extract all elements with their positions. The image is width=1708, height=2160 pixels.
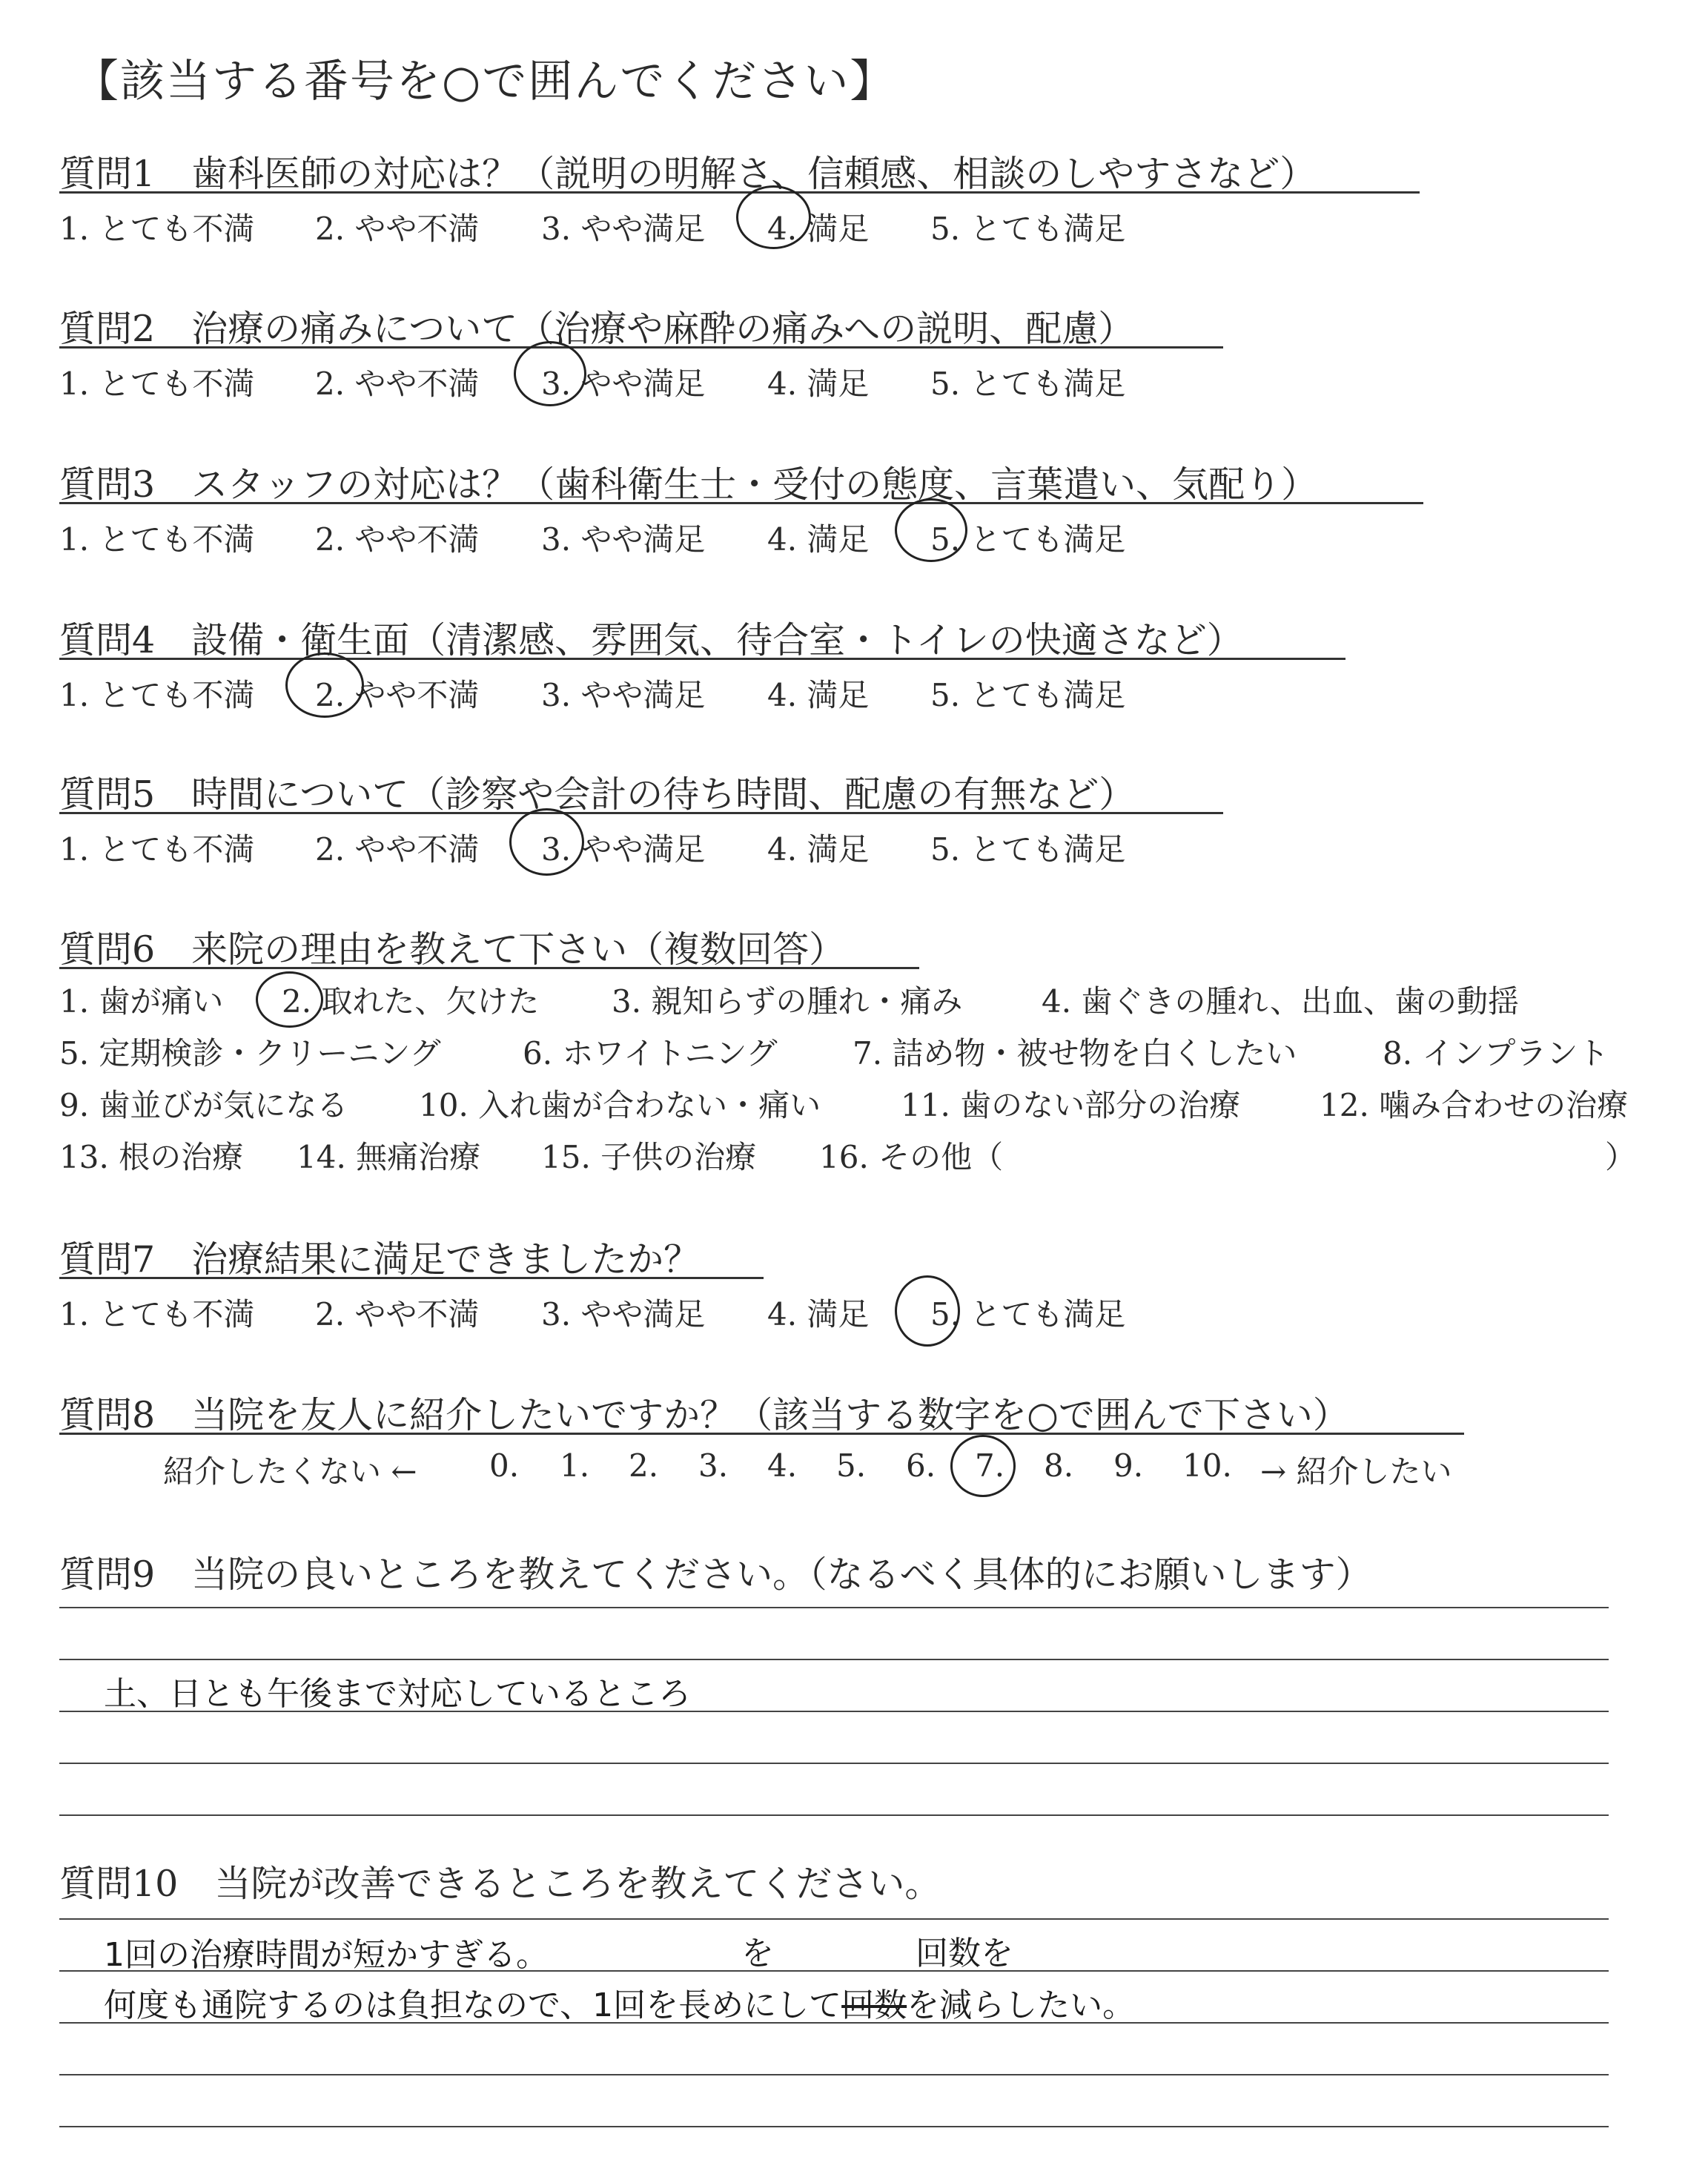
q4-option-1[interactable]: 1. とても不満 bbox=[59, 677, 255, 713]
q6-option-11[interactable]: 11. 歯のない部分の治療 bbox=[901, 1087, 1241, 1123]
q2-selection-circle bbox=[514, 341, 586, 406]
q5-option-2[interactable]: 2. やや不満 bbox=[315, 831, 480, 868]
answer-line bbox=[59, 1763, 1609, 1764]
answer-line bbox=[59, 2126, 1609, 2127]
q8-number-7[interactable]: 7. bbox=[975, 1447, 1005, 1484]
q1-option-3[interactable]: 3. やや満足 bbox=[541, 211, 706, 247]
q3-option-3[interactable]: 3. やや満足 bbox=[541, 521, 706, 558]
question-9-text: 質問9 当院の良いところを教えてください。（なるべく具体的にお願いします） bbox=[59, 1553, 1372, 1596]
q4-option-5[interactable]: 5. とても満足 bbox=[930, 677, 1126, 713]
q10-struck-text: 回数 bbox=[841, 1986, 907, 2024]
q7-option-2[interactable]: 2. やや不満 bbox=[315, 1296, 480, 1332]
q1-option-2[interactable]: 2. やや不満 bbox=[315, 211, 480, 247]
q7-option-5[interactable]: 5. とても満足 bbox=[930, 1296, 1126, 1332]
q6-option-1[interactable]: 1. 歯が痛い bbox=[59, 983, 224, 1020]
q6-option-12[interactable]: 12. 噛み合わせの治療 bbox=[1320, 1087, 1629, 1123]
q2-option-5[interactable]: 5. とても満足 bbox=[930, 366, 1126, 402]
question-8-underline bbox=[59, 1433, 1464, 1435]
page-title: 【該当する番号を○で囲んでください】 bbox=[74, 56, 896, 108]
q3-option-5[interactable]: 5. とても満足 bbox=[930, 521, 1126, 558]
q6-option-7[interactable]: 7. 詰め物・被せ物を白くしたい bbox=[853, 1035, 1297, 1071]
q7-option-4[interactable]: 4. 満足 bbox=[767, 1296, 870, 1332]
q2-option-3[interactable]: 3. やや満足 bbox=[541, 366, 706, 402]
q3-selection-circle bbox=[895, 498, 967, 562]
q6-option-16[interactable]: 16. その他（ bbox=[819, 1139, 1004, 1175]
question-10-text: 質問10 当院が改善できるところを教えてください。 bbox=[59, 1863, 941, 1905]
question-4-text: 質問4 設備・衛生面（清潔感、雰囲気、待合室・トイレの快適さなど） bbox=[59, 619, 1243, 661]
q3-option-1[interactable]: 1. とても不満 bbox=[59, 521, 255, 558]
q8-right-label: → 紹介したい bbox=[1260, 1453, 1452, 1490]
q8-number-2[interactable]: 2. bbox=[629, 1447, 659, 1484]
q1-option-4[interactable]: 4. 満足 bbox=[767, 211, 870, 247]
answer-line bbox=[59, 1918, 1609, 1920]
question-2-underline bbox=[59, 346, 1223, 349]
question-7-text: 質問7 治療結果に満足できましたか？ bbox=[59, 1238, 701, 1281]
q1-option-1[interactable]: 1. とても不満 bbox=[59, 211, 255, 247]
q1-selection-circle bbox=[736, 185, 811, 249]
q8-number-4[interactable]: 4. bbox=[767, 1447, 798, 1484]
q10-line-2-text: 何度も通院するのは負担なので、1回を長めにして bbox=[104, 1986, 842, 2024]
question-4-underline bbox=[59, 658, 1345, 660]
q6-option-5[interactable]: 5. 定期検診・クリーニング bbox=[59, 1035, 441, 1071]
q6-option-14[interactable]: 14. 無痛治療 bbox=[297, 1139, 481, 1175]
q8-number-3[interactable]: 3. bbox=[698, 1447, 729, 1484]
q8-number-0[interactable]: 0. bbox=[489, 1447, 520, 1484]
q3-option-4[interactable]: 4. 満足 bbox=[767, 521, 870, 558]
q6-option-4[interactable]: 4. 歯ぐきの腫れ、出血、歯の動揺 bbox=[1042, 983, 1519, 1020]
q9-handwritten-answer[interactable]: 土、日とも午後まで対応しているところ bbox=[104, 1675, 691, 1713]
question-3-text: 質問3 スタッフの対応は？（歯科衛生士・受付の態度、言葉遣い、気配り） bbox=[59, 463, 1318, 506]
question-3-underline bbox=[59, 502, 1423, 504]
question-1-underline bbox=[59, 191, 1420, 194]
question-8-text: 質問8 当院を友人に紹介したいですか？（該当する数字を○で囲んで下さい） bbox=[59, 1394, 1349, 1436]
answer-line bbox=[59, 1814, 1609, 1816]
q6-option-13[interactable]: 13. 根の治療 bbox=[59, 1139, 244, 1175]
q5-selection-circle bbox=[509, 808, 584, 876]
q10-handwritten-line-1[interactable]: 1回の治療時間が短かすぎる。 bbox=[104, 1936, 549, 1974]
q8-selection-circle bbox=[950, 1435, 1016, 1497]
q7-option-1[interactable]: 1. とても不満 bbox=[59, 1296, 255, 1332]
answer-line bbox=[59, 1607, 1609, 1608]
q5-option-1[interactable]: 1. とても不満 bbox=[59, 831, 255, 868]
q8-number-6[interactable]: 6. bbox=[906, 1447, 936, 1484]
q8-number-10[interactable]: 10. bbox=[1182, 1447, 1232, 1484]
q8-number-1[interactable]: 1. bbox=[560, 1447, 590, 1484]
q6-option-8[interactable]: 8. インプラント bbox=[1383, 1035, 1609, 1071]
q8-number-9[interactable]: 9. bbox=[1113, 1447, 1144, 1484]
q4-option-4[interactable]: 4. 満足 bbox=[767, 677, 870, 713]
q6-option-6[interactable]: 6. ホワイトニング bbox=[523, 1035, 778, 1071]
answer-line bbox=[59, 1659, 1609, 1660]
q4-selection-circle bbox=[285, 653, 364, 718]
answer-line bbox=[59, 2074, 1609, 2075]
q7-selection-circle bbox=[895, 1275, 960, 1347]
q1-option-5[interactable]: 5. とても満足 bbox=[930, 211, 1126, 247]
q5-option-4[interactable]: 4. 満足 bbox=[767, 831, 870, 868]
q5-option-3[interactable]: 3. やや満足 bbox=[541, 831, 706, 868]
q6-option-9[interactable]: 9. 歯並びが気になる bbox=[59, 1087, 348, 1123]
q7-option-3[interactable]: 3. やや満足 bbox=[541, 1296, 706, 1332]
q6-selection-circle bbox=[256, 971, 323, 1028]
q6-option-16-close: ） bbox=[1605, 1139, 1637, 1175]
q4-option-3[interactable]: 3. やや満足 bbox=[541, 677, 706, 713]
question-6-text: 質問6 来院の理由を教えて下さい（複数回答） bbox=[59, 928, 846, 971]
q10-handwritten-line-2[interactable] bbox=[104, 1978, 1135, 2026]
question-1-text: 質問1 歯科医師の対応は？（説明の明解さ、信頼感、相談のしやすさなど） bbox=[59, 153, 1317, 195]
q6-option-10[interactable]: 10. 入れ歯が合わない・痛い bbox=[419, 1087, 821, 1123]
question-5-text: 質問5 時間について（診察や会計の待ち時間、配慮の有無など） bbox=[59, 773, 1136, 816]
q2-option-2[interactable]: 2. やや不満 bbox=[315, 366, 480, 402]
q6-option-15[interactable]: 15. 子供の治療 bbox=[541, 1139, 757, 1175]
q6-option-3[interactable]: 3. 親知らずの腫れ・痛み bbox=[612, 983, 963, 1020]
q4-option-2[interactable]: 2. やや不満 bbox=[315, 677, 480, 713]
q5-option-5[interactable]: 5. とても満足 bbox=[930, 831, 1126, 868]
q8-number-8[interactable]: 8. bbox=[1044, 1447, 1074, 1484]
q10-line-2-end: を減らしたい。 bbox=[907, 1986, 1136, 2024]
q10-insert-2: 回数を bbox=[916, 1935, 1013, 1972]
question-2-text: 質問2 治療の痛みについて（治療や麻酔の痛みへの説明、配慮） bbox=[59, 308, 1135, 350]
q3-option-2[interactable]: 2. やや不満 bbox=[315, 521, 480, 558]
q2-option-1[interactable]: 1. とても不満 bbox=[59, 366, 255, 402]
q8-number-5[interactable]: 5. bbox=[836, 1447, 867, 1484]
q6-option-2[interactable]: 2. 取れた、欠けた bbox=[282, 983, 540, 1020]
question-5-underline bbox=[59, 812, 1223, 814]
q10-insert-1: を bbox=[741, 1935, 774, 1972]
question-6-underline bbox=[59, 967, 919, 969]
q8-left-label: 紹介したくない ← bbox=[163, 1453, 417, 1490]
question-7-underline bbox=[59, 1277, 764, 1279]
q2-option-4[interactable]: 4. 満足 bbox=[767, 366, 870, 402]
